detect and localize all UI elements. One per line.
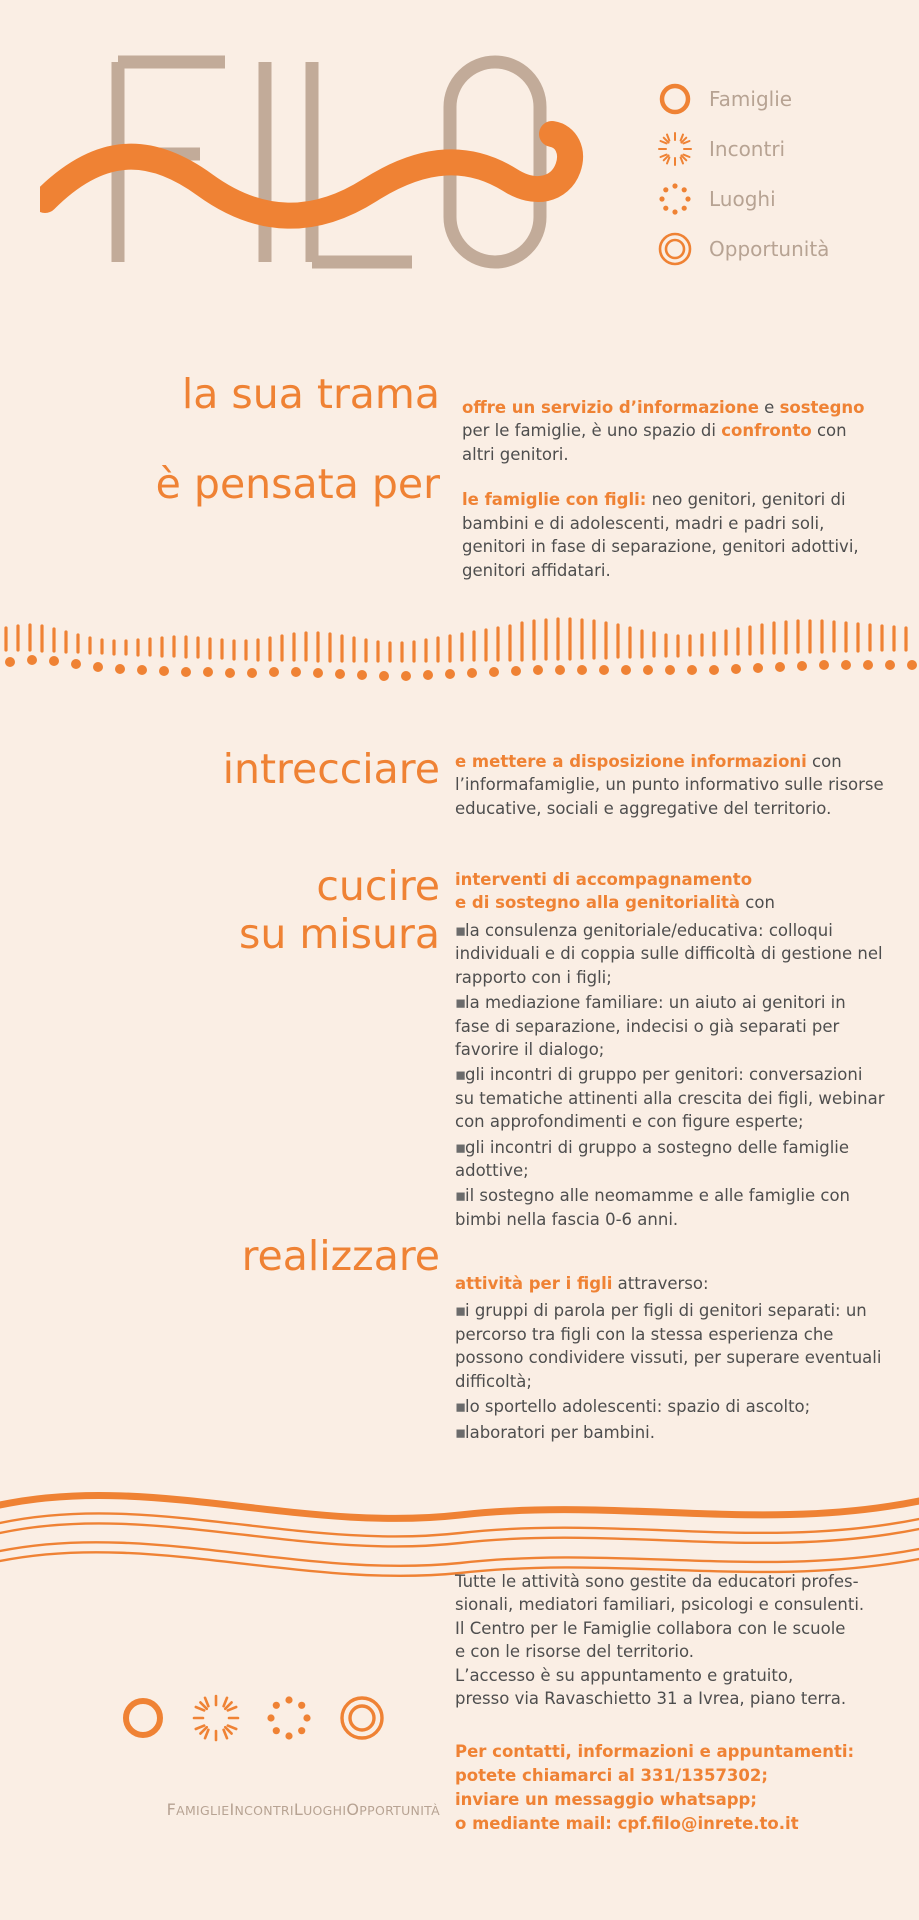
- list-item: [455, 1299, 885, 1393]
- section-2-heading: [100, 745, 440, 793]
- section-3-bullet-1: la consulenza genitoriale/educativa: colloqui individuali e di coppia sulle difficoltà di gestione nel rapporto con i figli;: [455, 920, 883, 987]
- section-1-body: [462, 396, 882, 582]
- section-3-bullet-4: gli incontri di gruppo a sostegno delle famiglie adottive;: [455, 1137, 850, 1181]
- legend-label: Famiglie: [709, 87, 793, 111]
- caption-f: F: [166, 1800, 177, 1819]
- section-3-heading-line2: su misura: [238, 910, 440, 959]
- section-3-heading: [100, 862, 440, 959]
- sunburst-icon: [192, 1694, 240, 1746]
- section-1-paragraph-1: [462, 396, 882, 466]
- legend-label: Luoghi: [709, 187, 776, 211]
- section-3-body: [455, 868, 885, 1231]
- section-4-bullet-2: lo sportello adolescenti: spazio di ascolto;: [465, 1397, 811, 1417]
- legend-label: Opportunità: [709, 237, 830, 261]
- bullet-icon: ▪: [455, 1186, 467, 1206]
- list-item: [455, 1421, 885, 1444]
- section-2-body: [455, 750, 885, 820]
- footer-paragraph: [455, 1570, 885, 1711]
- section-3-bullet-5: il sostegno alle neomamme e alle famiglie con bimbi nella fascia 0-6 anni.: [455, 1186, 851, 1229]
- dotted-circle-icon: [655, 180, 695, 218]
- bullet-icon: ▪: [455, 1397, 467, 1417]
- legend-item-luoghi: [655, 180, 905, 218]
- section-4-bullet-1: i gruppi di parola per figli di genitori separati: un percorso tra figli con la stessa esperienza che possono condividere vissuti, per superare eventuali difficoltà;: [455, 1301, 882, 1391]
- ring-icon: [655, 80, 695, 118]
- section-1-p1-bold2: sostegno: [779, 398, 865, 417]
- bullet-icon: ▪: [455, 1065, 467, 1085]
- caption-uoghi: UOGHI: [303, 1803, 347, 1818]
- section-1-paragraph-2: [462, 488, 882, 582]
- section-2-paragraph: [455, 750, 885, 820]
- bullet-icon: ▪: [455, 920, 467, 940]
- caption-pportunita: PPORTUNITÀ: [359, 1803, 440, 1818]
- footer-icon-row: [120, 1690, 420, 1750]
- footer-line-2: sionali, mediatori familiari, psicologi e consulenti.: [455, 1595, 865, 1615]
- ring-icon: [120, 1695, 166, 1745]
- section-1-p1-rest-a: e: [758, 398, 780, 417]
- section-3-intro-bold2: e di sostegno alla genitorialità: [455, 893, 741, 913]
- section-1-heading-line2: è pensata per: [155, 460, 440, 509]
- section-3-bullet-2: la mediazione familiare: un aiuto ai genitori in fase di separazione, indecisi o già separati per favorire il dialogo;: [455, 993, 846, 1059]
- footer-line-1: Tutte le attività sono gestite da educatori profes-: [455, 1572, 859, 1591]
- double-ring-icon: [338, 1694, 386, 1746]
- footer-caption: [110, 1800, 440, 1819]
- legend-item-famiglie: [655, 80, 905, 118]
- footer-line-6: presso via Ravaschietto 31 a Ivrea, piano terra.: [455, 1689, 847, 1709]
- bullet-icon: ▪: [455, 993, 467, 1013]
- list-item: [455, 919, 885, 989]
- footer-line-4: e con le risorse del territorio.: [455, 1642, 695, 1662]
- list-item: [455, 1395, 885, 1418]
- section-1-heading-line1: la sua trama: [181, 370, 440, 418]
- dotted-wave-divider: [0, 610, 919, 695]
- sunburst-icon: [655, 130, 695, 168]
- footer-contacts: [455, 1740, 895, 1836]
- caption-l: L: [293, 1800, 304, 1819]
- contact-line-1: Per contatti, informazioni e appuntamenti:: [455, 1742, 855, 1761]
- legend-item-opportunita: [655, 230, 905, 268]
- section-3-intro: [455, 868, 885, 915]
- list-item: [455, 1184, 885, 1231]
- section-2-rest: con l’informafamiglie, un punto informativo sulle risorse educative, sociali e aggregative del territorio.: [455, 752, 884, 818]
- caption-o: O: [346, 1800, 360, 1819]
- contact-phone[interactable]: potete chiamarci al 331/1357302;: [455, 1765, 768, 1785]
- caption-amiglie: AMIGLIE: [176, 1803, 230, 1818]
- list-item: [455, 1063, 885, 1133]
- section-4-intro: [455, 1272, 885, 1295]
- line-wave-divider: [0, 1475, 919, 1585]
- bullet-icon: ▪: [455, 1137, 467, 1157]
- double-ring-icon: [655, 230, 695, 268]
- section-1-p1-bold: offre un servizio d’informazione: [462, 398, 759, 417]
- contact-email[interactable]: o mediante mail: cpf.filo@inrete.to.it: [455, 1813, 799, 1833]
- list-item: [455, 1136, 885, 1183]
- section-4-body: [455, 1272, 885, 1444]
- section-4-bullet-3: laboratori per bambini.: [465, 1422, 655, 1442]
- section-1-p1-bold3: confronto: [721, 421, 812, 441]
- section-1-p1-rest-c: con altri genitori.: [462, 421, 847, 464]
- section-3-intro-rest: con: [740, 893, 775, 913]
- section-4-heading: [100, 1232, 440, 1280]
- section-2-heading-text: intrecciare: [222, 745, 440, 793]
- section-1-heading: [100, 370, 440, 509]
- section-4-intro-rest: attraverso:: [612, 1274, 709, 1293]
- section-1-p2-bold: le famiglie con figli:: [462, 490, 647, 510]
- caption-ncontri: NCONTRI: [234, 1803, 294, 1818]
- section-2-bold: e mettere a disposizione informazioni: [455, 752, 807, 771]
- bullet-icon: ▪: [455, 1422, 467, 1442]
- section-4-intro-bold: attività per i figli: [455, 1274, 613, 1293]
- section-1-p1-rest-b: per le famiglie, è uno spazio di: [462, 421, 722, 441]
- list-item: [455, 991, 885, 1061]
- section-3-heading-line1: cucire: [316, 862, 440, 910]
- section-4-heading-text: realizzare: [241, 1232, 440, 1280]
- filo-logo: [40, 50, 620, 280]
- legend-label: Incontri: [709, 137, 786, 161]
- section-3-intro-bold1: interventi di accompagnamento: [455, 870, 753, 889]
- footer-line-3: Il Centro per le Famiglie collabora con le scuole: [455, 1618, 846, 1638]
- contact-whatsapp[interactable]: inviare un messaggio whatsapp;: [455, 1789, 757, 1809]
- section-3-bullet-3: gli incontri di gruppo per genitori: conversazioni su tematiche attinenti alla crescita dei figli, webinar con approfondimenti e con figure esperte;: [455, 1065, 885, 1132]
- footer-line-5: L’accesso è su appuntamento e gratuito,: [455, 1665, 794, 1685]
- section-1-p2-rest: neo genitori, genitori di bambini e di adolescenti, madri e padri soli, genitori in fase di separazione, genitori adottivi, genitori affidatari.: [462, 490, 859, 580]
- bullet-icon: ▪: [455, 1301, 467, 1321]
- caption-i: I: [229, 1800, 235, 1819]
- dotted-circle-icon: [266, 1695, 312, 1745]
- legend: [655, 80, 905, 280]
- legend-item-incontri: [655, 130, 905, 168]
